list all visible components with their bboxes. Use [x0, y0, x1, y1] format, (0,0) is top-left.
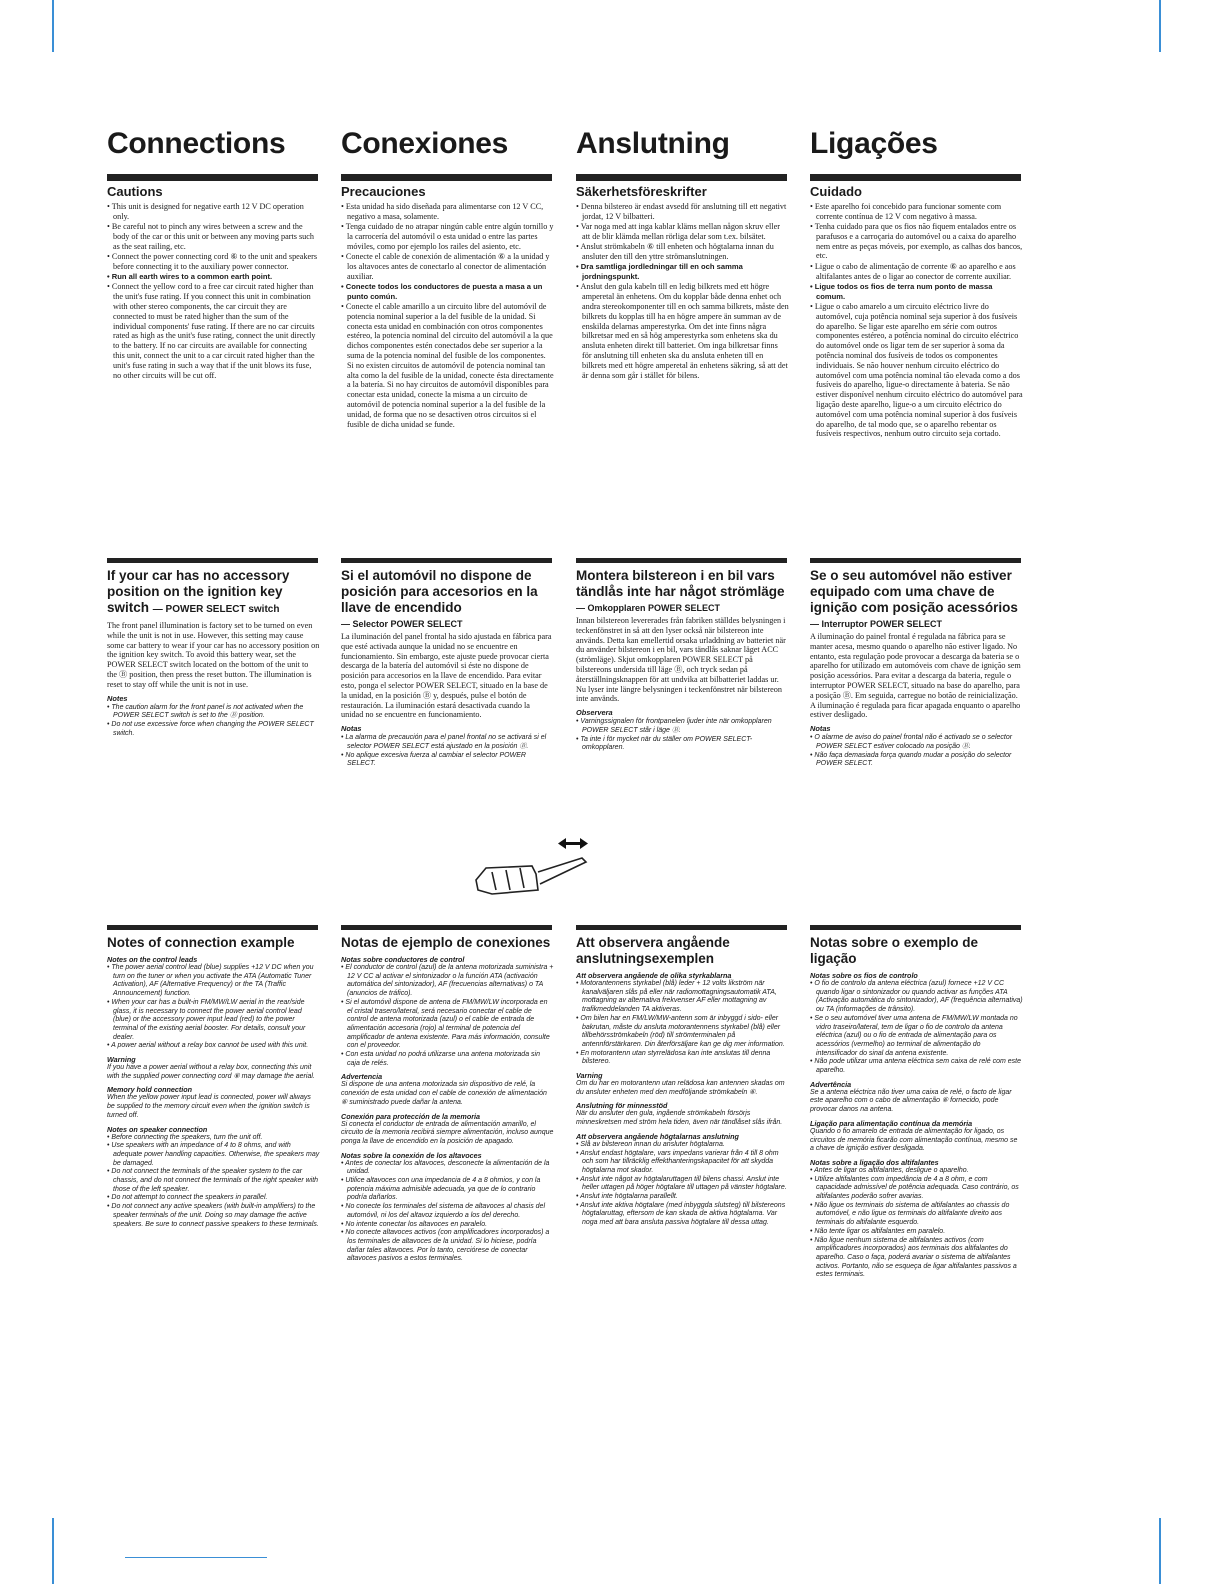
notes-heading: Notes — [107, 693, 128, 703]
example-subheading: Att observera angående de olika styrkablarna — [576, 971, 732, 980]
cautions-heading: Precauciones — [341, 184, 426, 199]
note-item: • O alarme de aviso do painel frontal não é activado se o selector POWER SELECT estiver colocado na posição Ⓑ. — [810, 734, 1023, 751]
example-item: • Não ligue os terminais do sistema de altifalantes ao chassis do automóvel, e não ligue os terminais do altifalante direito aos terminais do altifalante esquerdo. — [810, 1202, 1023, 1228]
example-list — [341, 1160, 554, 1264]
example-item: • No intente conectar los altavoces en paralelo. — [341, 1221, 554, 1230]
example-subheading: Advertência — [810, 1079, 852, 1089]
example-list — [341, 964, 554, 1068]
example-item: • Não tente ligar os altifalantes em paralelo. — [810, 1228, 1023, 1237]
column-portuguese — [810, 0, 1023, 1584]
power-select-subheading: — Selector POWER SELECT — [341, 619, 463, 629]
power-select-body: Innan bilstereon levererades från fabriken ställdes belysningen i teckenfönstret in så att den lyser också när bilstereon inte används. Detta kan emellertid orsaka urladdning av batteriet när du använder bilstereon i en bil, vars tändlås saknar läget ACC (strömläge). Skjut omkopplaren POWER SELECT på bilstereons undersida till läge Ⓑ, och tryck sedan på återställningsknappen för att undvika att bilbatteriet laddas ur. Nu lyser inte längre belysningen i teckenfönstret när bilstereon inte används. — [576, 616, 786, 704]
example-heading: Notas de ejemplo de conexiones — [341, 935, 551, 950]
page-title: Conexiones — [341, 127, 509, 160]
example-text: Om du har en motorantenn utan relädosa kan antennen skadas om du ansluter enheten med den medföljande strömkabeln ⑥. — [576, 1080, 785, 1096]
caution-item: • Conecte todos los conductores de puesta a masa a un punto común. — [341, 282, 554, 302]
example-item: • Slå av bilstereon innan du ansluter högtalarna. — [576, 1141, 789, 1150]
example-item: • No conecte altavoces activos (con amplificadores incorporados) a los terminales de altavoces de la unidad. Si lo hiciese, podría dañar tales altavoces. Por lo tanto, cerciórese de conectar altavoces pasivos a estos terminales. — [341, 1229, 554, 1264]
example-subheading: Conexión para protección de la memoria — [341, 1111, 480, 1121]
title-rule — [107, 174, 318, 181]
example-list — [107, 1134, 320, 1230]
title-rule — [576, 174, 787, 181]
note-item: • Não faça demasiada força quando mudar a posição do selector POWER SELECT. — [810, 752, 1023, 769]
caution-item: • Connect the power connecting cord ⑥ to the unit and speakers before connecting it to the auxiliary power connector. — [107, 252, 320, 272]
page-title: Connections — [107, 127, 286, 160]
note-item: • Ta inte i för mycket när du ställer om POWER SELECT-omkopplaren. — [576, 736, 789, 753]
notes-list — [341, 734, 554, 769]
example-item: • Anslut inte något av högtalaruttagen till bilens chassi. Anslut inte heller uttagen på höger högtalare till uttagen på vänster högtalare. — [576, 1176, 789, 1193]
example-subheading: Notes on the control leads — [107, 955, 198, 964]
example-item: • Do not connect any active speakers (with built-in amplifiers) to the speaker terminals of the unit. Doing so may damage the active speakers. Be sure to connect passive speakers to these terminals. — [107, 1203, 320, 1229]
example-item: • Anslut inte högtalarna parallellt. — [576, 1193, 789, 1202]
example-item: • Before connecting the speakers, turn the unit off. — [107, 1134, 320, 1143]
crop-mark — [1159, 0, 1161, 52]
example-item: • Utilice altavoces con una impedancia de 4 a 8 ohmios, y con la potencia máxima admisible adecuada, ya que de lo contrario podría dañarlos. — [341, 1177, 554, 1203]
notes-list — [576, 718, 789, 753]
example-item: • Do not connect the terminals of the speaker system to the car chassis, and do not connect the terminals of the right speaker with those of the left speaker. — [107, 1168, 320, 1194]
note-item: • Varningssignalen för frontpanelen ljuder inte när omkopplaren POWER SELECT står i läge Ⓑ. — [576, 718, 789, 735]
crop-mark — [1159, 1518, 1161, 1584]
example-subheading: Varning — [576, 1071, 603, 1081]
example-item: • A power aerial without a relay box cannot be used with this unit. — [107, 1042, 320, 1051]
section-rule — [576, 925, 787, 930]
note-item: • La alarma de precaución para el panel frontal no se activará si el selector POWER SELECT está ajustado en la posición Ⓑ. — [341, 734, 554, 751]
caution-item: • Denna bilstereo är endast avsedd för anslutning till ett negativt jordat, 12 V bilbatteri. — [576, 202, 789, 222]
example-list — [576, 1141, 789, 1228]
caution-item: • Esta unidad ha sido diseñada para alimentarse con 12 V CC, negativo a masa, solamente. — [341, 202, 554, 222]
example-subheading: Notas sobre os fios de controlo — [810, 971, 918, 980]
example-subheading: Advertencia — [341, 1072, 383, 1082]
caution-item: • Ligue todos os fios de terra num ponto de massa comum. — [810, 282, 1023, 302]
note-item: • Do not use excessive force when changing the POWER SELECT switch. — [107, 721, 320, 738]
example-subheading: Att observera angående högtalarnas anslutning — [576, 1131, 739, 1141]
title-rule — [810, 174, 1021, 181]
section-rule — [341, 925, 552, 930]
caution-item: • Conecte el cable de conexión de alimentación ⑥ a la unidad y los altavoces antes de conectarlo al conector de alimentación auxiliar. — [341, 252, 554, 281]
example-item: • Antes de conectar los altavoces, desconecte la alimentación de la unidad. — [341, 1160, 554, 1177]
example-item: • Anslut inte aktiva högtalare (med inbyggda slutsteg) till bilstereons högtalaruttag, eftersom de kan skada de aktiva högtalarna. Var noga med att bara ansluta passiva högtalare till dessa uttag. — [576, 1202, 789, 1228]
caution-item: • Run all earth wires to a common earth point. — [107, 272, 320, 282]
section-rule — [107, 558, 318, 563]
example-subheading: Notes on speaker connection — [107, 1124, 208, 1134]
example-subheading: Notas sobre conductores de control — [341, 955, 465, 964]
example-item: • Antes de ligar os altifalantes, desligue o aparelho. — [810, 1167, 1023, 1176]
section-rule — [810, 925, 1021, 930]
example-text: If you have a power aerial without a relay box, connecting this unit with the supplied power connecting cord ⑥ may damage the aerial. — [107, 1064, 315, 1080]
power-select-heading: Se o seu automóvel não estiver equipado com uma chave de ignição com posição acessórios — [810, 568, 1018, 615]
cautions-list — [341, 202, 554, 429]
notes-heading: Notas — [341, 724, 362, 734]
caution-item: • Var noga med att inga kablar kläms mellan någon skruv eller att de blir klämda mellan rörliga delar som t.ex. bilsätet. — [576, 222, 789, 242]
example-item: • En motorantenn utan styrrelädosa kan inte anslutas till denna bilstereo. — [576, 1050, 789, 1067]
example-heading: Att observera angående anslutningsexemplen — [576, 935, 730, 966]
notes-list — [107, 704, 320, 739]
notes-list — [810, 734, 1023, 769]
section-rule — [576, 558, 787, 563]
caution-item: • Ligue o cabo de alimentação de corrente ⑥ ao aparelho e aos altifalantes antes de o ligar ao conector de corrente auxiliar. — [810, 262, 1023, 282]
example-item: • Não ligue nenhum sistema de altifalantes activos (com amplificadores incorporados) aos terminais dos altifalantes do aparelho. Caso o faça, poderá avariar o sistema de altifalantes activos. Portanto, não se esqueça de ligar altifalantes passivos a estes terminais. — [810, 1237, 1023, 1281]
notes-heading: Notas — [810, 724, 831, 734]
example-item: • The power aerial control lead (blue) supplies +12 V DC when you turn on the tuner or when you activate the ATA (Automatic Tuner Activation), AF (Alternative Frequency) or the TA (Traffic Announcement) function. — [107, 964, 320, 999]
caution-item: • Anslut den gula kabeln till en ledig bilkrets med ett högre amperetal än enhetens. Om du kopplar både denna enhet och andra stereokomponenter till en och samma bilkrets, måste den bilkrets du kopplas till ha en högre ampere än summan av de enskilda delarnas amperestyrka. Om det inte finns några bilkretsar med en så hög amperestyrka som enhetens ska du ansluta enheten direkt till batteriet. Om inga bilkretsar finns för anslutning till enheten ska du ansluta enheten till en bilkrets med ett högre amperetal än enhetens säkring, så att det är denna som går i stället för bilens. — [576, 282, 789, 380]
caution-item: • Tenga cuidado de no atrapar ningún cable entre algún tornillo y la carrocería del automóvil o esta unidad o entre las partes móviles, como por ejemplo los railes del asiento, etc. — [341, 222, 554, 251]
section-rule — [810, 558, 1021, 563]
note-item: • The caution alarm for the front panel is not activated when the POWER SELECT switch is set to the Ⓑ position. — [107, 704, 320, 721]
example-subheading: Anslutning för minnesstöd — [576, 1101, 668, 1111]
caution-item: • Dra samtliga jordledningar till en och samma jordningspunkt. — [576, 262, 789, 282]
example-item: • O fio de controlo da antena eléctrica (azul) fornece +12 V CC quando ligar o sintonizador ou quando activar as funções ATA (Activação automática do sintonizador), AF (frequência alternativa) ou TA (informações de trânsito). — [810, 980, 1023, 1015]
example-subheading: Notas sobre la conexión de los altavoces — [341, 1150, 482, 1160]
example-item: • Anslut endast högtalare, vars impedans varierar från 4 till 8 ohm och som har tillräcklig effekthanteringskapacitet för att skydda högtalarna mot skador. — [576, 1150, 789, 1176]
cautions-list — [107, 202, 320, 380]
example-item: • Utilize altifalantes com impedância de 4 a 8 ohm, e com capacidade admissível de potência adequada. Caso contrário, os altifalantes poderão sofrer avarias. — [810, 1176, 1023, 1202]
example-item: • Si el automóvil dispone de antena de FM/MW/LW incorporada en el cristal trasero/lateral, será necesario conectar el cable de control de antena motorizada (azul) o el cable de entrada de alimentación accesoria (rojo) al terminal de potencia del amplificador de antena existente. Para más información, consulte con el proveedor. — [341, 999, 554, 1051]
page-title: Ligações — [810, 127, 938, 160]
power-select-heading: Si el automóvil no dispone de posición para accesorios en la llave de encendido — [341, 568, 538, 615]
example-text: When the yellow power input lead is connected, power will always be supplied to the memory circuit even when the ignition switch is turned off. — [107, 1094, 311, 1119]
cautions-heading: Cautions — [107, 184, 163, 199]
example-text: Si conecta el conductor de entrada de alimentación amarillo, el circuito de la memoria recibirá siempre alimentación, incluso aunque ponga la llave de encendido en la posición de apagado. — [341, 1120, 554, 1145]
cautions-list — [576, 202, 789, 380]
power-select-subheading: — Omkopplaren POWER SELECT — [576, 603, 721, 613]
example-item: • Om bilen har en FM/LW/MW-antenn som är inbyggd i sido- eller bakrutan, måste du ansluta motorantennens styrkabel (blå) eller tillbehörsströmkabeln (röd) till strömterminalen på antennförstärkaren. Din återförsäljare kan ge dig mer information. — [576, 1015, 789, 1050]
example-heading: Notes of connection example — [107, 935, 295, 950]
example-subheading: Memory hold connection — [107, 1085, 193, 1095]
example-item: • Use speakers with an impedance of 4 to 8 ohms, and with adequate power handling capacities. Otherwise, the speakers may be damaged. — [107, 1142, 320, 1168]
example-list — [107, 964, 320, 1051]
example-text: När du ansluter den gula, ingående strömkabeln försörjs minneskretsen med ström hela tiden, även när tändlåset slås ifrån. — [576, 1110, 783, 1127]
example-item: • Se o seu automóvel tiver uma antena de FM/MW/LW montada no vidro traseiro/lateral, tem de ligar o fio de controlo da antena eléctrica (azul) ou o fio de entrada de alimentação para os acessórios (vermelho) ao terminal de alimentação do intensificador do sinal da antena existente. — [810, 1015, 1023, 1059]
power-select-body: A iluminação do painel frontal é regulada na fábrica para se manter acesa, mesmo quando o aparelho não estiver ligado. No entanto, esta regulação pode provocar a descarga da bateria se o aparelho for utilizado em automóveis com chave de ignição sem posição acessórios. Para evitar a descarga da bateria, regule o interruptor POWER SELECT, situado na base do aparelho, para a posição Ⓑ. Em seguida, carregue no botão de reinicialização. A iluminação é regulada para ficar apagada enquanto o aparelho estiver desligado. — [810, 632, 1021, 720]
example-list — [576, 980, 789, 1067]
caution-item: • Anslut strömkabeln ⑥ till enheten och högtalarna innan du ansluter den till den yttre strömanslutningen. — [576, 242, 789, 262]
power-select-body: La iluminación del panel frontal ha sido ajustada en fábrica para que esté activada aunque la unidad no se encuentre en funcionamiento. Sin embargo, este ajuste puede provocar cierta descarga de la batería del automóvil si éste no dispone de posición para accesorios en la llave de encendido. Para evitar esto, ponga el selector POWER SELECT, situado en la base de la unidad, en la posición Ⓑ y, después, pulse el botón de restauración. La iluminación estará desactivada cuando la unidad no se encuentre en funcionamiento. — [341, 632, 552, 720]
column-english — [107, 0, 320, 1584]
example-heading: Notas sobre o exemplo de ligação — [810, 935, 979, 966]
crop-mark — [52, 1518, 54, 1584]
example-subheading: Notas sobre a ligação dos altifalantes — [810, 1157, 939, 1167]
example-text: Se a antena eléctrica não tiver uma caixa de relé, o facto de ligar este aparelho com o cabo de alimentação ⑥ fornecido, pode provocar danos na antena. — [810, 1088, 1012, 1114]
example-subheading: Warning — [107, 1055, 136, 1065]
caution-item: • Tenha cuidado para que os fios não fiquem entalados entre os parafusos e a carroçaria do automóvel ou a caixa do aparelho nem entre as peças móveis, por exemplo, as calhas dos bancos, etc. — [810, 222, 1023, 261]
caution-item: • Conecte el cable amarillo a un circuito libre del automóvil de potencia nominal superior a la del fusible de la unidad. Si conecta esta unidad en combinación con otros componentes estéreo, la potencia nominal del circuito del automóvil a la que dichos componentes estén conectados debe ser superior a la suma de la potencia nominal del fusible de los componentes. Si no existen circuitos de automóvil de potencia nominal tan alta como la del fusible de la unidad, conecte ésta directamente a la batería. Si no hay circuitos de automóvil disponibles para conectar esta unidad, conecte la misma a un circuito de automóvil de potencia nominal superior a la del fusible de la unidad, de forma que no se desactiven otros circuitos si el fusible de dicha unidad se funde. — [341, 302, 554, 429]
page-title: Anslutning — [576, 127, 730, 160]
example-item: • No conecte los terminales del sistema de altavoces al chasis del automóvil, ni los del altavoz izquierdo a los del derecho. — [341, 1203, 554, 1220]
section-rule — [107, 925, 318, 930]
example-subheading: Ligação para alimentação contínua da memória — [810, 1118, 973, 1128]
example-item: • Do not attempt to connect the speakers in parallel. — [107, 1194, 320, 1203]
example-text: Quando o fio amarelo de entrada de alimentação for ligado, os circuitos de memória ficarão com alimentação contínua, mesmo se a chave de ignição estiver desligada. — [810, 1127, 1018, 1153]
example-item: • When your car has a built-in FM/MW/LW aerial in the rear/side glass, it is necessary to connect the power aerial control lead (blue) or the accessory power input lead (red) to the power terminal of the existing aerial booster. For details, consult your dealer. — [107, 999, 320, 1043]
cautions-heading: Säkerhetsföreskrifter — [576, 184, 707, 199]
example-item: • Não pode utilizar uma antena eléctrica sem caixa de relé com este aparelho. — [810, 1058, 1023, 1075]
example-item: • Con esta unidad no podrá utilizarse una antena motorizada sin caja de relés. — [341, 1051, 554, 1068]
notes-heading: Observera — [576, 708, 613, 718]
power-select-heading: Montera bilstereon i en bil vars tändlås inte har något strömläge — [576, 568, 785, 599]
caution-item: • Be careful not to pinch any wires between a screw and the body of the car or this unit or between any moving parts such as the seat railing, etc. — [107, 222, 320, 251]
cautions-list — [810, 202, 1023, 439]
section-rule — [341, 558, 552, 563]
power-select-body: The front panel illumination is factory set to be turned on even while the unit is not in use. However, this setting may cause some car battery to wear if your car has no accessory position on the ignition key switch. To avoid this battery wear, set the POWER SELECT switch located on the bottom of the unit to the Ⓑ position, then press the reset button. The illumination is reset to stay off while the unit is not in use. — [107, 621, 320, 689]
example-list — [810, 1167, 1023, 1280]
example-list — [810, 980, 1023, 1076]
example-text: Si dispone de una antena motorizada sin dispositivo de relé, la conexión de esta unidad con el cable de conexión de alimentación ⑥ suministrado puede dañar la antena. — [341, 1081, 547, 1106]
caution-item: • Ligue o cabo amarelo a um circuito eléctrico livre do automóvel, cuja potência nominal seja superior à dos fusíveis do aparelho. Se ligar este aparelho em série com outros componentes estéreo, a potência nominal do circuito eléctrico do automóvel onde os ligar tem de ser superior à soma da potência nominal dos fusíveis de todos os componentes individuais. Se não houver nenhum circuito eléctrico do automóvel com uma potência nominal tão elevada como a dos fusíveis do aparelho, ligue-o directamente à bateria. Se não estiver disponível nenhum circuito eléctrico do automóvel para ligação deste aparelho, ligue-o a um circuito eléctrico do automóvel com uma potência nominal superior à dos fusíveis do aparelho, de tal modo que, se o aparelho rebentar os fusíveis respectivos, nenhum outro circuito seja cortado. — [810, 302, 1023, 439]
example-item: • Motorantennens styrkabel (blå) leder + 12 volts likström när kanalväljaren slås på eller när radiomottagningsautomatik ATA, mottagning av alternativa frekvenser AF eller mottagning av trafikmeddelanden TA aktiveras. — [576, 980, 789, 1015]
caution-item: • Este aparelho foi concebido para funcionar somente com corrente contínua de 12 V com negativo à massa. — [810, 202, 1023, 222]
caution-item: • Connect the yellow cord to a free car circuit rated higher than the unit's fuse rating. If you connect this unit in combination with other stereo components, the car circuit they are connected to must be rated higher than the sum of the individual components' fuse rating. If there are no car circuits rated as high as the unit's fuse rating, connect the unit directly to the battery. If no car circuits are available for connecting this unit, connect the unit to a car circuit rated higher than the unit's fuse rating in such a way that if the unit blows its fuse, no other circuits will be cut off. — [107, 282, 320, 380]
crop-mark — [52, 0, 54, 52]
power-select-subheading: — Interruptor POWER SELECT — [810, 619, 943, 629]
caution-item: • This unit is designed for negative earth 12 V DC operation only. — [107, 202, 320, 222]
column-swedish — [576, 0, 789, 1584]
example-item: • El conductor de control (azul) de la antena motorizada suministra + 12 V CC al activar el sintonizador o la función ATA (activación automática del sintonizador), AF (frecuencias alternativas) o TA (anuncios de tráfico). — [341, 964, 554, 999]
note-item: • No aplique excesiva fuerza al cambiar el selector POWER SELECT. — [341, 752, 554, 769]
title-rule — [341, 174, 552, 181]
cautions-heading: Cuidado — [810, 184, 862, 199]
column-spanish — [341, 0, 554, 1584]
power-select-heading: If your car has no accessory position on the ignition key switch — POWER SELECT switch — [107, 568, 290, 615]
